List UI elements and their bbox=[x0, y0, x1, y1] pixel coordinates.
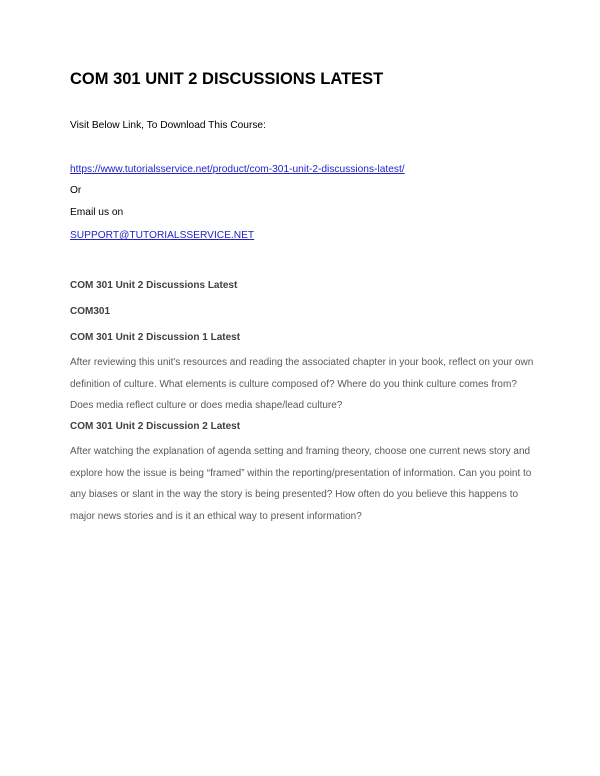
course-link-line bbox=[70, 164, 405, 175]
support-email-link[interactable]: SUPPORT@TUTORIALSSERVICE.NET bbox=[70, 230, 255, 241]
discussion-2-heading: COM 301 Unit 2 Discussion 2 Latest bbox=[70, 421, 241, 432]
discussion-1-body: After reviewing this unit's resources and reading the associated chapter in your book, reflect on your own definition of culture. What elements is culture composed of? Where do you think culture comes from? Does media reflect culture or does media shape/lead culture? bbox=[70, 357, 534, 411]
visit-instruction: Visit Below Link, To Download This Course: bbox=[70, 120, 266, 131]
course-heading: COM 301 Unit 2 Discussions Latest bbox=[70, 280, 238, 291]
support-email-line bbox=[70, 230, 254, 241]
email-prompt: Email us on bbox=[70, 207, 124, 218]
or-text: Or bbox=[70, 185, 82, 196]
discussion-2-body: After watching the explanation of agenda setting and framing theory, choose one current news story and explore how the issue is being “framed” within the reporting/presentation of information. Can you point to any biases or slant in the way the story is being presented? How often do you believe this happens to major news stories and is it an ethical way to present information? bbox=[70, 446, 532, 522]
page-title: COM 301 UNIT 2 DISCUSSIONS LATEST bbox=[70, 70, 384, 88]
course-code: COM301 bbox=[70, 306, 111, 317]
discussion-1-heading: COM 301 Unit 2 Discussion 1 Latest bbox=[70, 332, 241, 343]
course-download-link[interactable]: https://www.tutorialsservice.net/product/com-301-unit-2-discussions-latest/ bbox=[70, 164, 405, 175]
